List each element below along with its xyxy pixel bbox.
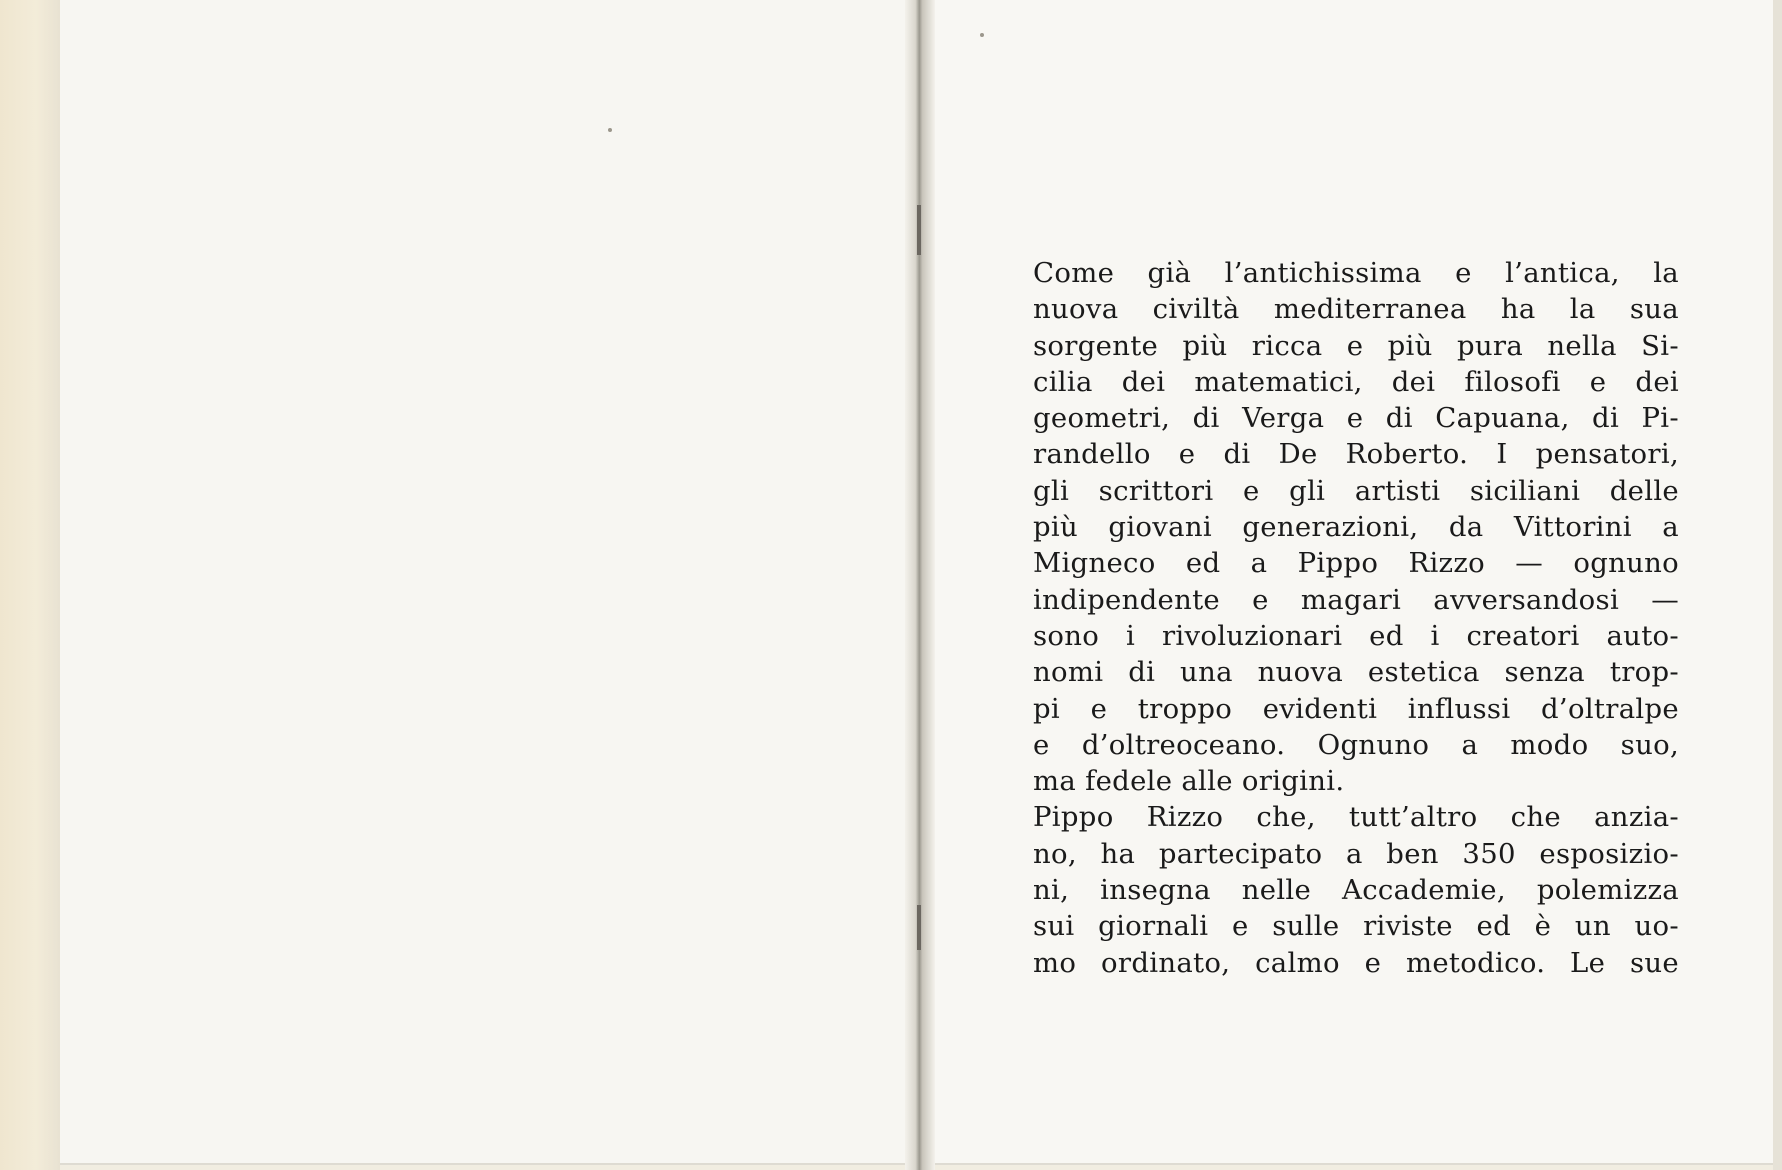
text-line: mo ordinato, calmo e metodico. Le sue xyxy=(1033,946,1679,979)
paper-speck xyxy=(608,128,612,132)
text-line: no, ha partecipato a ben 350 esposizio- xyxy=(1033,837,1679,870)
binding-stitch xyxy=(917,205,921,255)
text-line: sono i rivoluzionari ed i creatori auto- xyxy=(1033,619,1679,652)
text-line: indipendente e magari avversandosi — xyxy=(1033,583,1679,616)
text-line: geometri, di Verga e di Capuana, di Pi- xyxy=(1033,402,1679,435)
book-gutter xyxy=(905,0,935,1170)
text-line: sorgente più ricca e più pura nella Si- xyxy=(1033,329,1679,362)
text-line: e d’oltreoceano. Ognuno a modo suo, xyxy=(1033,728,1679,761)
text-line: pi e troppo evidenti influssi d’oltralpe xyxy=(1033,692,1679,725)
page-edge-right xyxy=(1773,0,1782,1170)
binding-stitch xyxy=(917,905,921,950)
text-line: Come già l’antichissima e l’antica, la xyxy=(1033,257,1679,289)
left-page-blank xyxy=(60,0,915,1165)
text-line: randello e di De Roberto. I pensatori, xyxy=(1033,438,1679,471)
text-line: ma fedele alle origini. xyxy=(1033,765,1345,798)
paper-speck xyxy=(980,33,984,37)
text-line: sui giornali e sulle riviste ed è un uo- xyxy=(1033,910,1679,943)
text-line: gli scrittori e gli artisti siciliani delle xyxy=(1033,474,1679,507)
text-line: Pippo Rizzo che, tutt’altro che anzia- xyxy=(1033,801,1679,834)
text-line: Migneco ed a Pippo Rizzo — ognuno xyxy=(1033,547,1679,580)
body-text xyxy=(1033,255,1679,981)
text-line: nomi di una nuova estetica senza trop- xyxy=(1033,656,1679,689)
text-line: più giovani generazioni, da Vittorini a xyxy=(1033,511,1679,544)
page-edge-left xyxy=(0,0,60,1170)
text-line: cilia dei matematici, dei filosofi e dei xyxy=(1033,365,1679,398)
text-line: nuova civiltà mediterranea ha la sua xyxy=(1033,293,1679,326)
text-line: ni, insegna nelle Accademie, polemizza xyxy=(1033,874,1679,907)
